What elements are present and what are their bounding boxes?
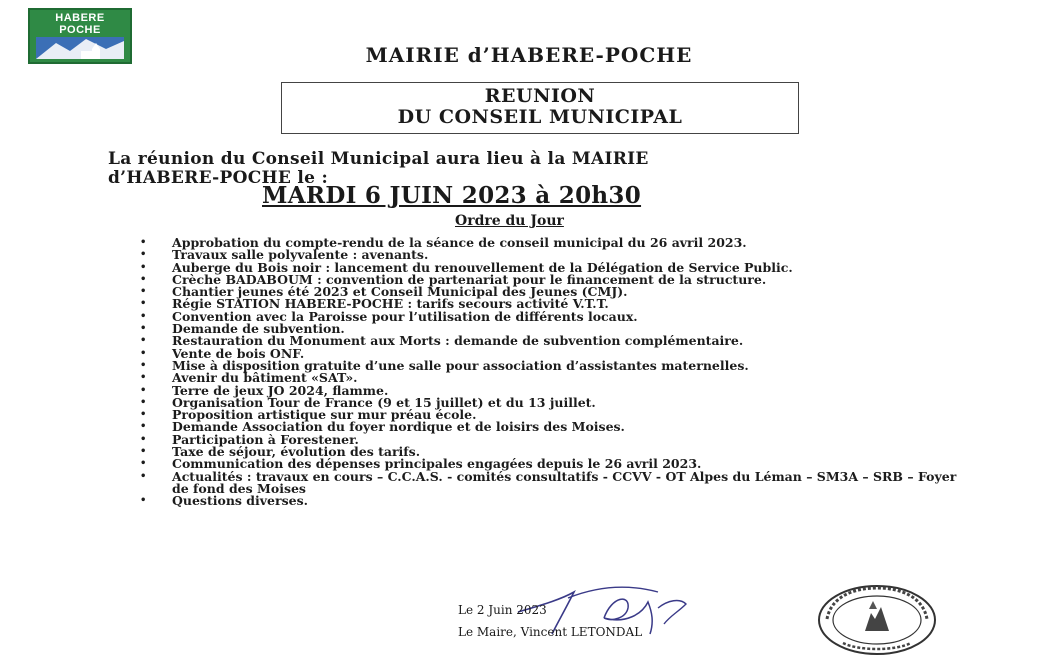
bullet-icon: • [140,409,147,421]
agenda-item-text: Demande Association du foyer nordique et de loisirs des Moises. [172,419,625,435]
bullet-icon: • [140,495,147,507]
bullet-icon: • [140,237,147,248]
bullet-icon: • [140,273,147,285]
bullet-icon: • [140,433,147,445]
agenda-item-text: Convention avec la Paroisse pour l’utilisation de différents locaux. [172,308,638,324]
signature-maire: Le Maire, Vincent LETONDAL [458,625,643,639]
agenda-item-text: Auberge du Bois noir : lancement du renouvellement de la Délégation de Service Public. [172,259,793,275]
agenda-item-text: Taxe de séjour, évolution des tarifs. [172,444,421,460]
agenda-item-text: Approbation du compte-rendu de la séance de conseil municipal du 26 avril 2023. [172,235,747,250]
agenda-item-text: Régie STATION HABERE-POCHE : tarifs secours activité V.T.T. [172,296,609,312]
mairie-seal-stamp [813,583,943,657]
bullet-icon: • [140,347,147,359]
agenda-item [140,468,970,496]
signature-date: Le 2 Juin 2023 [458,603,547,617]
agenda-item-text: Restauration du Monument aux Morts : demande de subvention complémentaire. [172,333,744,349]
agenda-item-text: Avenir du bâtiment «SAT». [172,370,358,386]
agenda-item-text: Terre de jeux JO 2024, flamme. [172,382,389,398]
bullet-icon: • [140,359,147,371]
agenda-item-text: Vente de bois ONF. [172,345,305,361]
reunion-title-line1: REUNION [484,85,596,107]
logo-text-line1: HABERE [55,12,105,24]
bullet-icon: • [140,372,147,384]
reunion-title-box [281,82,799,134]
agenda-item-text: Mise à disposition gratuite d’une salle pour association d’assistantes maternelles. [172,357,749,373]
bullet-icon: • [140,298,147,310]
agenda-item-text: Chantier jeunes été 2023 et Conseil Municipal des Jeunes (CMJ). [172,284,628,300]
agenda-item-text: Organisation Tour de France (9 et 15 juillet) et du 13 juillet. [172,394,596,410]
bullet-icon: • [140,470,147,482]
bullet-icon: • [140,249,147,261]
reunion-title-line2: DU CONSEIL MUNICIPAL [397,106,683,128]
bullet-icon: • [140,261,147,273]
mairie-title: MAIRIE d’HABERE-POCHE [365,43,693,67]
bullet-icon: • [140,286,147,298]
bullet-icon: • [140,458,147,470]
bullet-icon: • [140,446,147,458]
bullet-icon: • [140,335,147,347]
meeting-intro-line2: d’HABERE-POCHE le : [108,168,329,188]
bullet-icon: • [140,421,147,433]
agenda-item-text: Actualités : travaux en cours – C.C.A.S. - comités consultatifs - CCVV - OT Alpes du Léman – SM3A – SRB – Foyer de fond des Moises [172,468,957,496]
agenda-item-text: Crèche BADABOUM : convention de partenariat pour le financement de la structure. [172,271,767,287]
agenda-list [140,237,970,508]
bullet-icon: • [140,396,147,408]
bullet-icon: • [140,384,147,396]
agenda-item-text: Communication des dépenses principales engagées depuis le 26 avril 2023. [172,456,702,472]
agenda-item-text: Travaux salle polyvalente : avenants. [172,247,429,263]
agenda-item-text: Demande de subvention. [172,321,345,337]
agenda-item-text: Participation à Forestener. [172,431,359,447]
agenda-item-text: Proposition artistique sur mur préau école. [172,407,477,423]
meeting-intro-line1: La réunion du Conseil Municipal aura lieu à la MAIRIE [108,149,649,169]
bullet-icon: • [140,323,147,335]
logo-text-line2: POCHE [59,24,101,36]
agenda-item-text: Questions diverses. [172,493,308,509]
bullet-icon: • [140,310,147,322]
agenda-item [140,495,970,507]
meeting-date: MARDI 6 JUIN 2023 à 20h30 [262,182,642,209]
agenda-heading: Ordre du Jour [455,213,564,229]
